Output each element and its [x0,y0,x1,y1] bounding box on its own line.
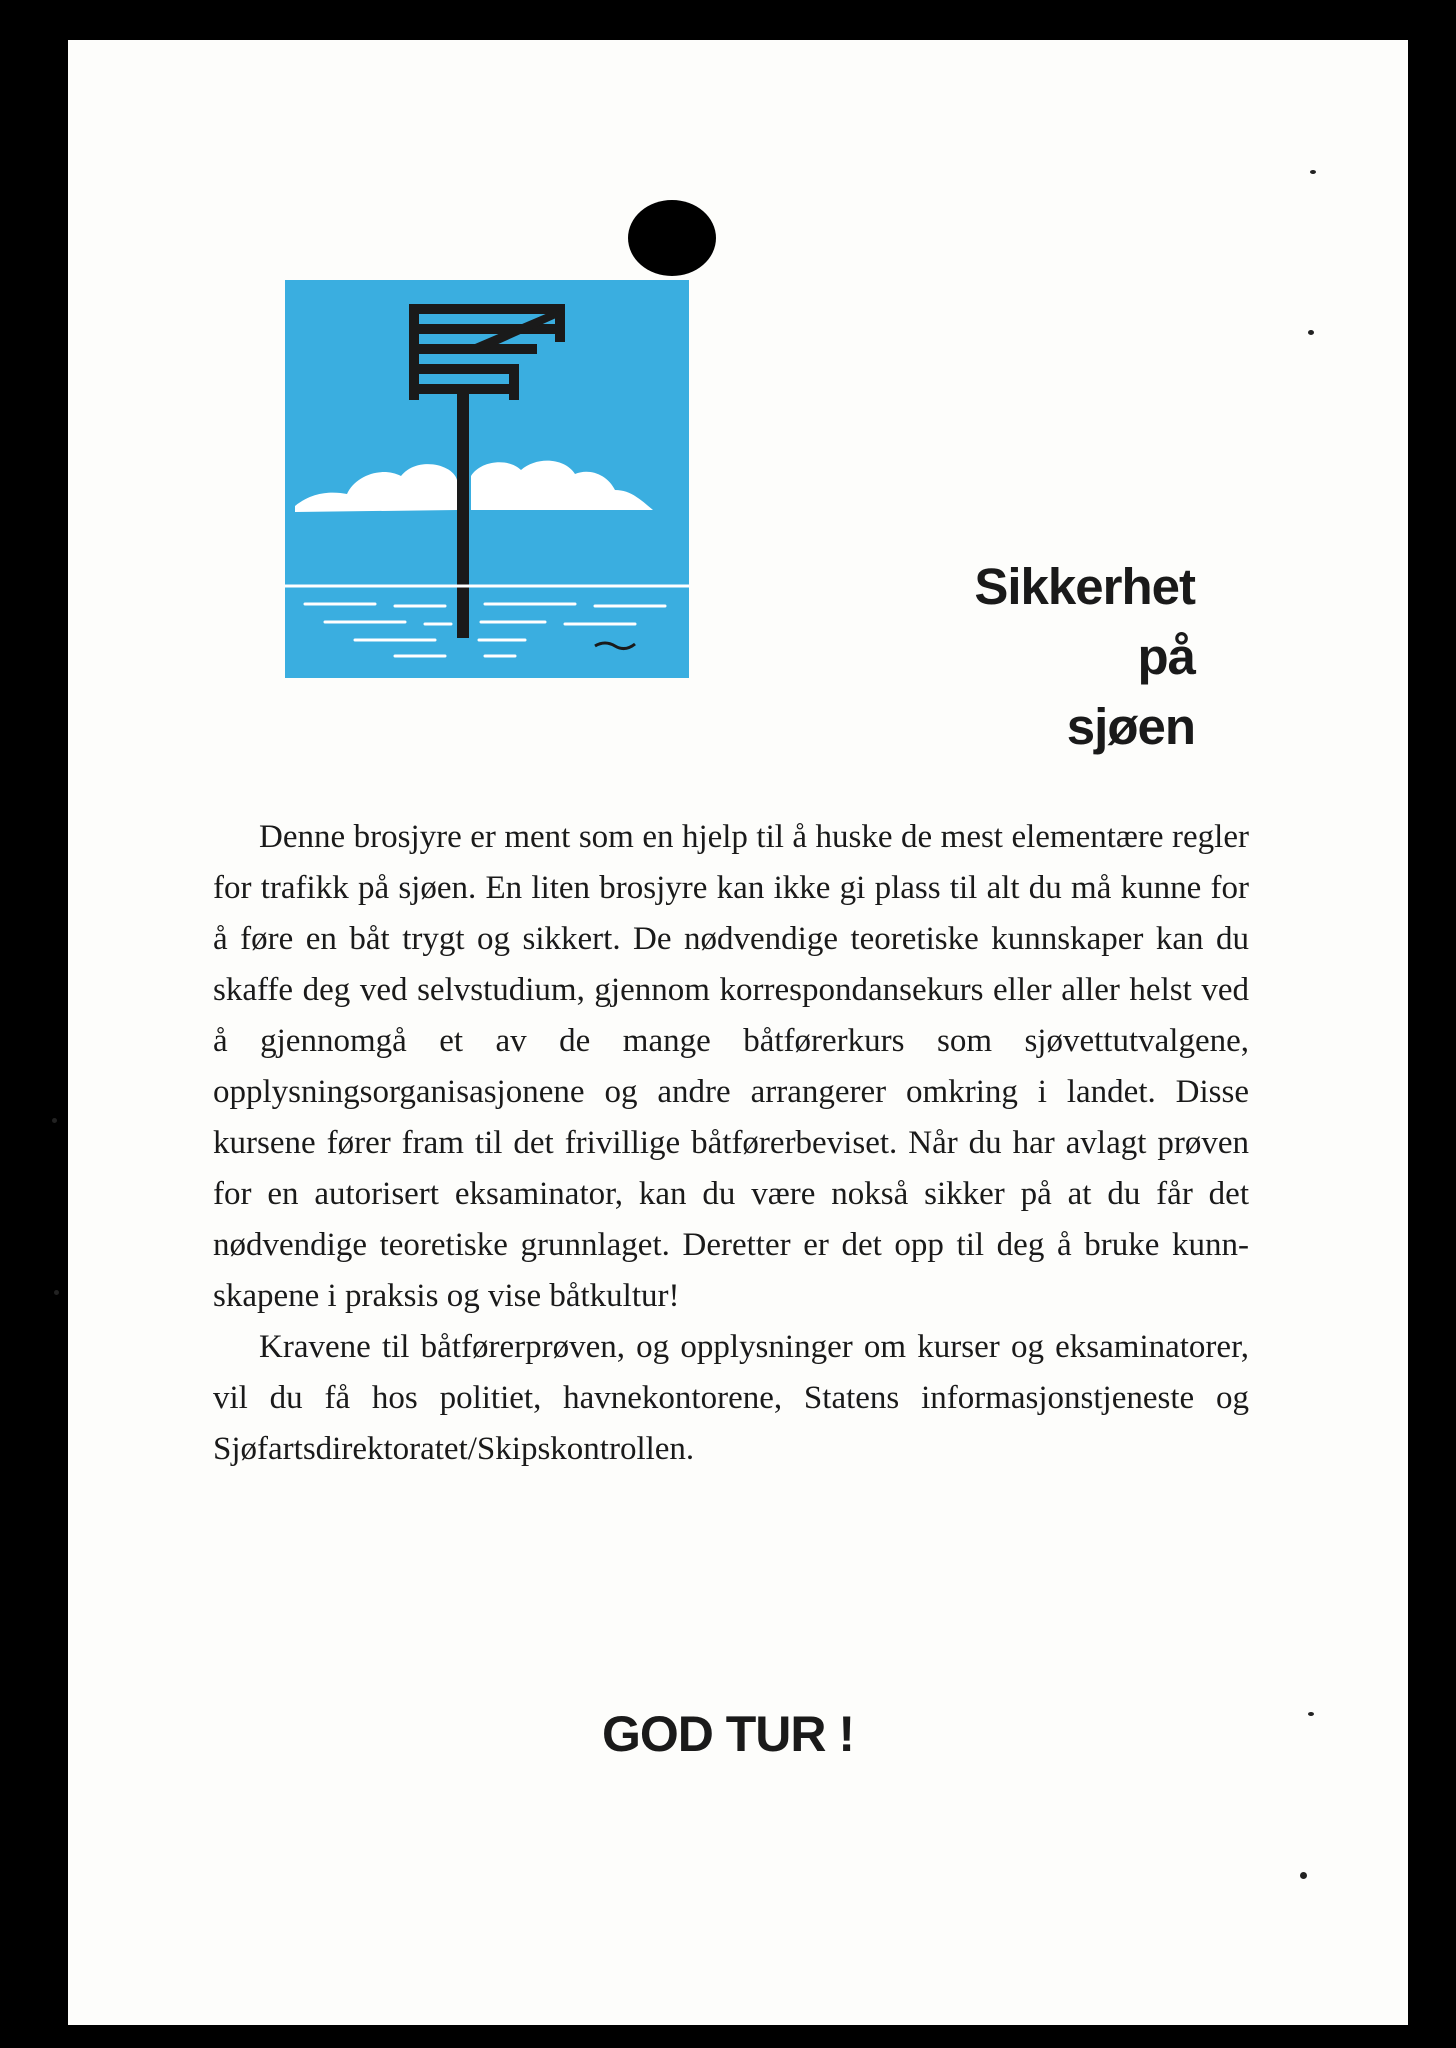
speck [1310,170,1316,174]
paragraph-2: Kravene til båtførerprøven, og opplysninger om kurser og eksaminatorer, vil du få hos politiet, havnekontorene, Statens informasjonstjeneste og Sjøfartsdirektoratet/Skipskontrollen. [213,1329,1249,1467]
sea-ripples [305,604,665,656]
page-title [974,552,1195,762]
sign-board [409,304,565,400]
punch-hole [628,200,716,276]
clouds [295,461,653,512]
sea-sign-drawing [285,280,689,678]
speck [1300,1872,1307,1879]
closing-greeting: GOD TUR ! [601,1706,855,1762]
speck [52,1118,57,1123]
paragraph-1: Denne brosjyre er ment som en hjelp til å huske de mest elementære regler for trafikk på sjøen. En liten brosjyre kan ikke gi plass til alt du må kunne for å føre en båt trygt og sikkert. De nødvendige teoretiske kunnskaper kan du skaffe deg ved selvstudium, gjennom korrespondansekurs eller aller helst ved å gjennomgå et av de mange båtførerkurs som sjøvettutvalgene, opplysningsorganisasjonene og andre arrangerer omkring i landet. Disse kursene fører fram til det frivillige båtførerbeviset. Når du har avlagt prøven for en autorisert eksaminator, kan du være nokså sikker på at du får det nødvendige teoretiske grunnlaget. Deretter er det opp til deg å bruke kunnskapene i praksis og vise båtkultur! [213,819,1249,1314]
artist-signature [595,643,635,649]
speck [54,1290,59,1295]
body-text [213,812,1249,1475]
sign-pole [457,390,469,638]
title-line-3: sjøen [1066,698,1195,755]
speck [1308,1712,1314,1716]
title-line-2: på [1137,628,1195,685]
speck [1308,330,1314,335]
title-line-1: Sikkerhet [974,558,1195,615]
sea-sign-illustration [285,280,689,678]
